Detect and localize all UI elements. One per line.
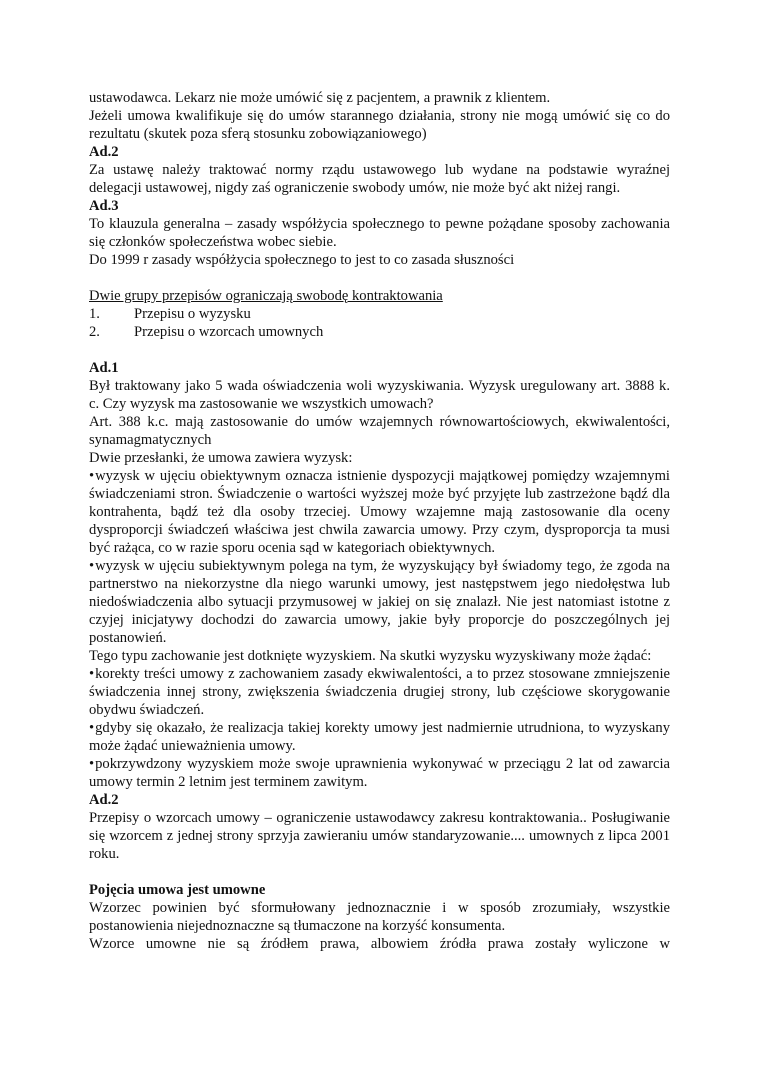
section-heading: Ad.3 — [89, 198, 119, 214]
paragraph: Przepisy o wzorcach umowy – ograniczenie ustawodawcy zakresu kontraktowania.. Posługiwanie się wzorcem z jednej strony sprzyja zawieraniu umów standaryzowanie.... umownych z lipca 2001 roku. — [89, 810, 670, 862]
bullet-paragraph: • wyzysk w ujęciu subiektywnym polega na tym, że wyzyskujący był świadomy tego, że zgoda na partnerstwo na niekorzystne dla niego warunki umowy, jest następstwem jego niedołęstwa lub niedoświadczenia albo sytuacji przymusowej w jakiej on się znalazł. Nie jest natomiast istotne z czyjej inicjatywy dochodzi do zawarcia umowy, jakie były proporcje do poszczególnych jej postanowień. — [89, 557, 670, 647]
paragraph: Tego typu zachowanie jest dotknięte wyzyskiem. Na skutki wyzysku wyzyskiwany może żądać: — [89, 648, 652, 664]
underlined-heading: Dwie grupy przepisów ograniczają swobodę kontraktowania — [89, 288, 443, 304]
list-text: Przepisu o wzorcach umownych — [134, 324, 324, 340]
paragraph: To klauzula generalna – zasady współżycia społecznego to pewne pożądane sposoby zachowania się członków społeczeństwa wobec siebie. — [89, 216, 670, 250]
section-heading: Ad.2 — [89, 792, 119, 808]
paragraph: Za ustawę należy traktować normy rządu ustawowego lub wydane na podstawie wyraźnej delegacji ustawowej, nigdy zaś ograniczenie swobody umów, nie może być akt niżej rangi. — [89, 162, 670, 196]
bullet-paragraph: • gdyby się okazało, że realizacja takiej korekty umowy jest nadmiernie utrudniona, to wyzyskany może żądać unieważnienia umowy. — [89, 719, 670, 755]
list-item — [89, 305, 670, 323]
list-number: 1. — [89, 306, 100, 322]
list-item — [89, 323, 670, 341]
list-text: Przepisu o wyzysku — [134, 306, 251, 322]
spacer — [89, 863, 670, 881]
bullet-paragraph: • wyzysk w ujęciu obiektywnym oznacza istnienie dyspozycji majątkowej pomiędzy wzajemnymi świadczeniami stron. Świadczenie o wartości wyższej może być przyjęte lub zastrzeżone bądź dla kontrahenta, bądź też dla osoby trzeciej. Umowy wzajemne mają zastosowanie dla oceny dysproporcji świadczeń właściwa jest chwila zawarcia umowy. Przy czym, dysproporcja ta musi być rażąca, co w razie sporu ocenia sąd w kategoriach obiektywnych. — [89, 467, 670, 557]
bullet-paragraph: • korekty treści umowy z zachowaniem zasady ekwiwalentości, a to przez stosowane zmniejszenie świadczenia innej strony, zwiększenia świadczenia drugiej strony, lub częściowe skorygowanie obydwu świadczeń. — [89, 665, 670, 719]
paragraph: Art. 388 k.c. mają zastosowanie do umów wzajemnych równowartościowych, ekwiwalentości, synamagmatycznych — [89, 414, 670, 448]
paragraph: Wzorce umowne nie są źródłem prawa, albowiem źródła prawa zostały wyliczone w — [89, 936, 670, 952]
list-number: 2. — [89, 324, 100, 340]
paragraph: Do 1999 r zasady współżycia społecznego to jest to co zasada słuszności — [89, 252, 515, 268]
paragraph: Był traktowany jako 5 wada oświadczenia woli wyzyskiwania. Wyzysk uregulowany art. 3888 k. c. Czy wyzysk ma zastosowanie we wszystkich umowach? — [89, 378, 670, 412]
spacer — [89, 341, 670, 359]
section-heading: Ad.2 — [89, 144, 119, 160]
paragraph: Wzorzec powinien być sformułowany jednoznacznie i w sposób zrozumiały, wszystkie postanowienia niejednoznaczne są tłumaczone na korzyść konsumenta. — [89, 900, 670, 934]
section-heading: Pojęcia umowa jest umowne — [89, 882, 266, 898]
paragraph: Dwie przesłanki, że umowa zawiera wyzysk: — [89, 450, 353, 466]
document-page — [89, 89, 670, 953]
spacer — [89, 269, 670, 287]
bullet-paragraph: • pokrzywdzony wyzyskiem może swoje uprawnienia wykonywać w przeciągu 2 lat od zawarcia umowy termin 2 letnim jest terminem zawitym. — [89, 755, 670, 791]
section-heading: Ad.1 — [89, 360, 119, 376]
paragraph: ustawodawca. Lekarz nie może umówić się z pacjentem, a prawnik z klientem. — [89, 90, 551, 106]
paragraph: Jeżeli umowa kwalifikuje się do umów starannego działania, strony nie mogą umówić się co do rezultatu (skutek poza sferą stosunku zobowiązaniowego) — [89, 108, 670, 142]
